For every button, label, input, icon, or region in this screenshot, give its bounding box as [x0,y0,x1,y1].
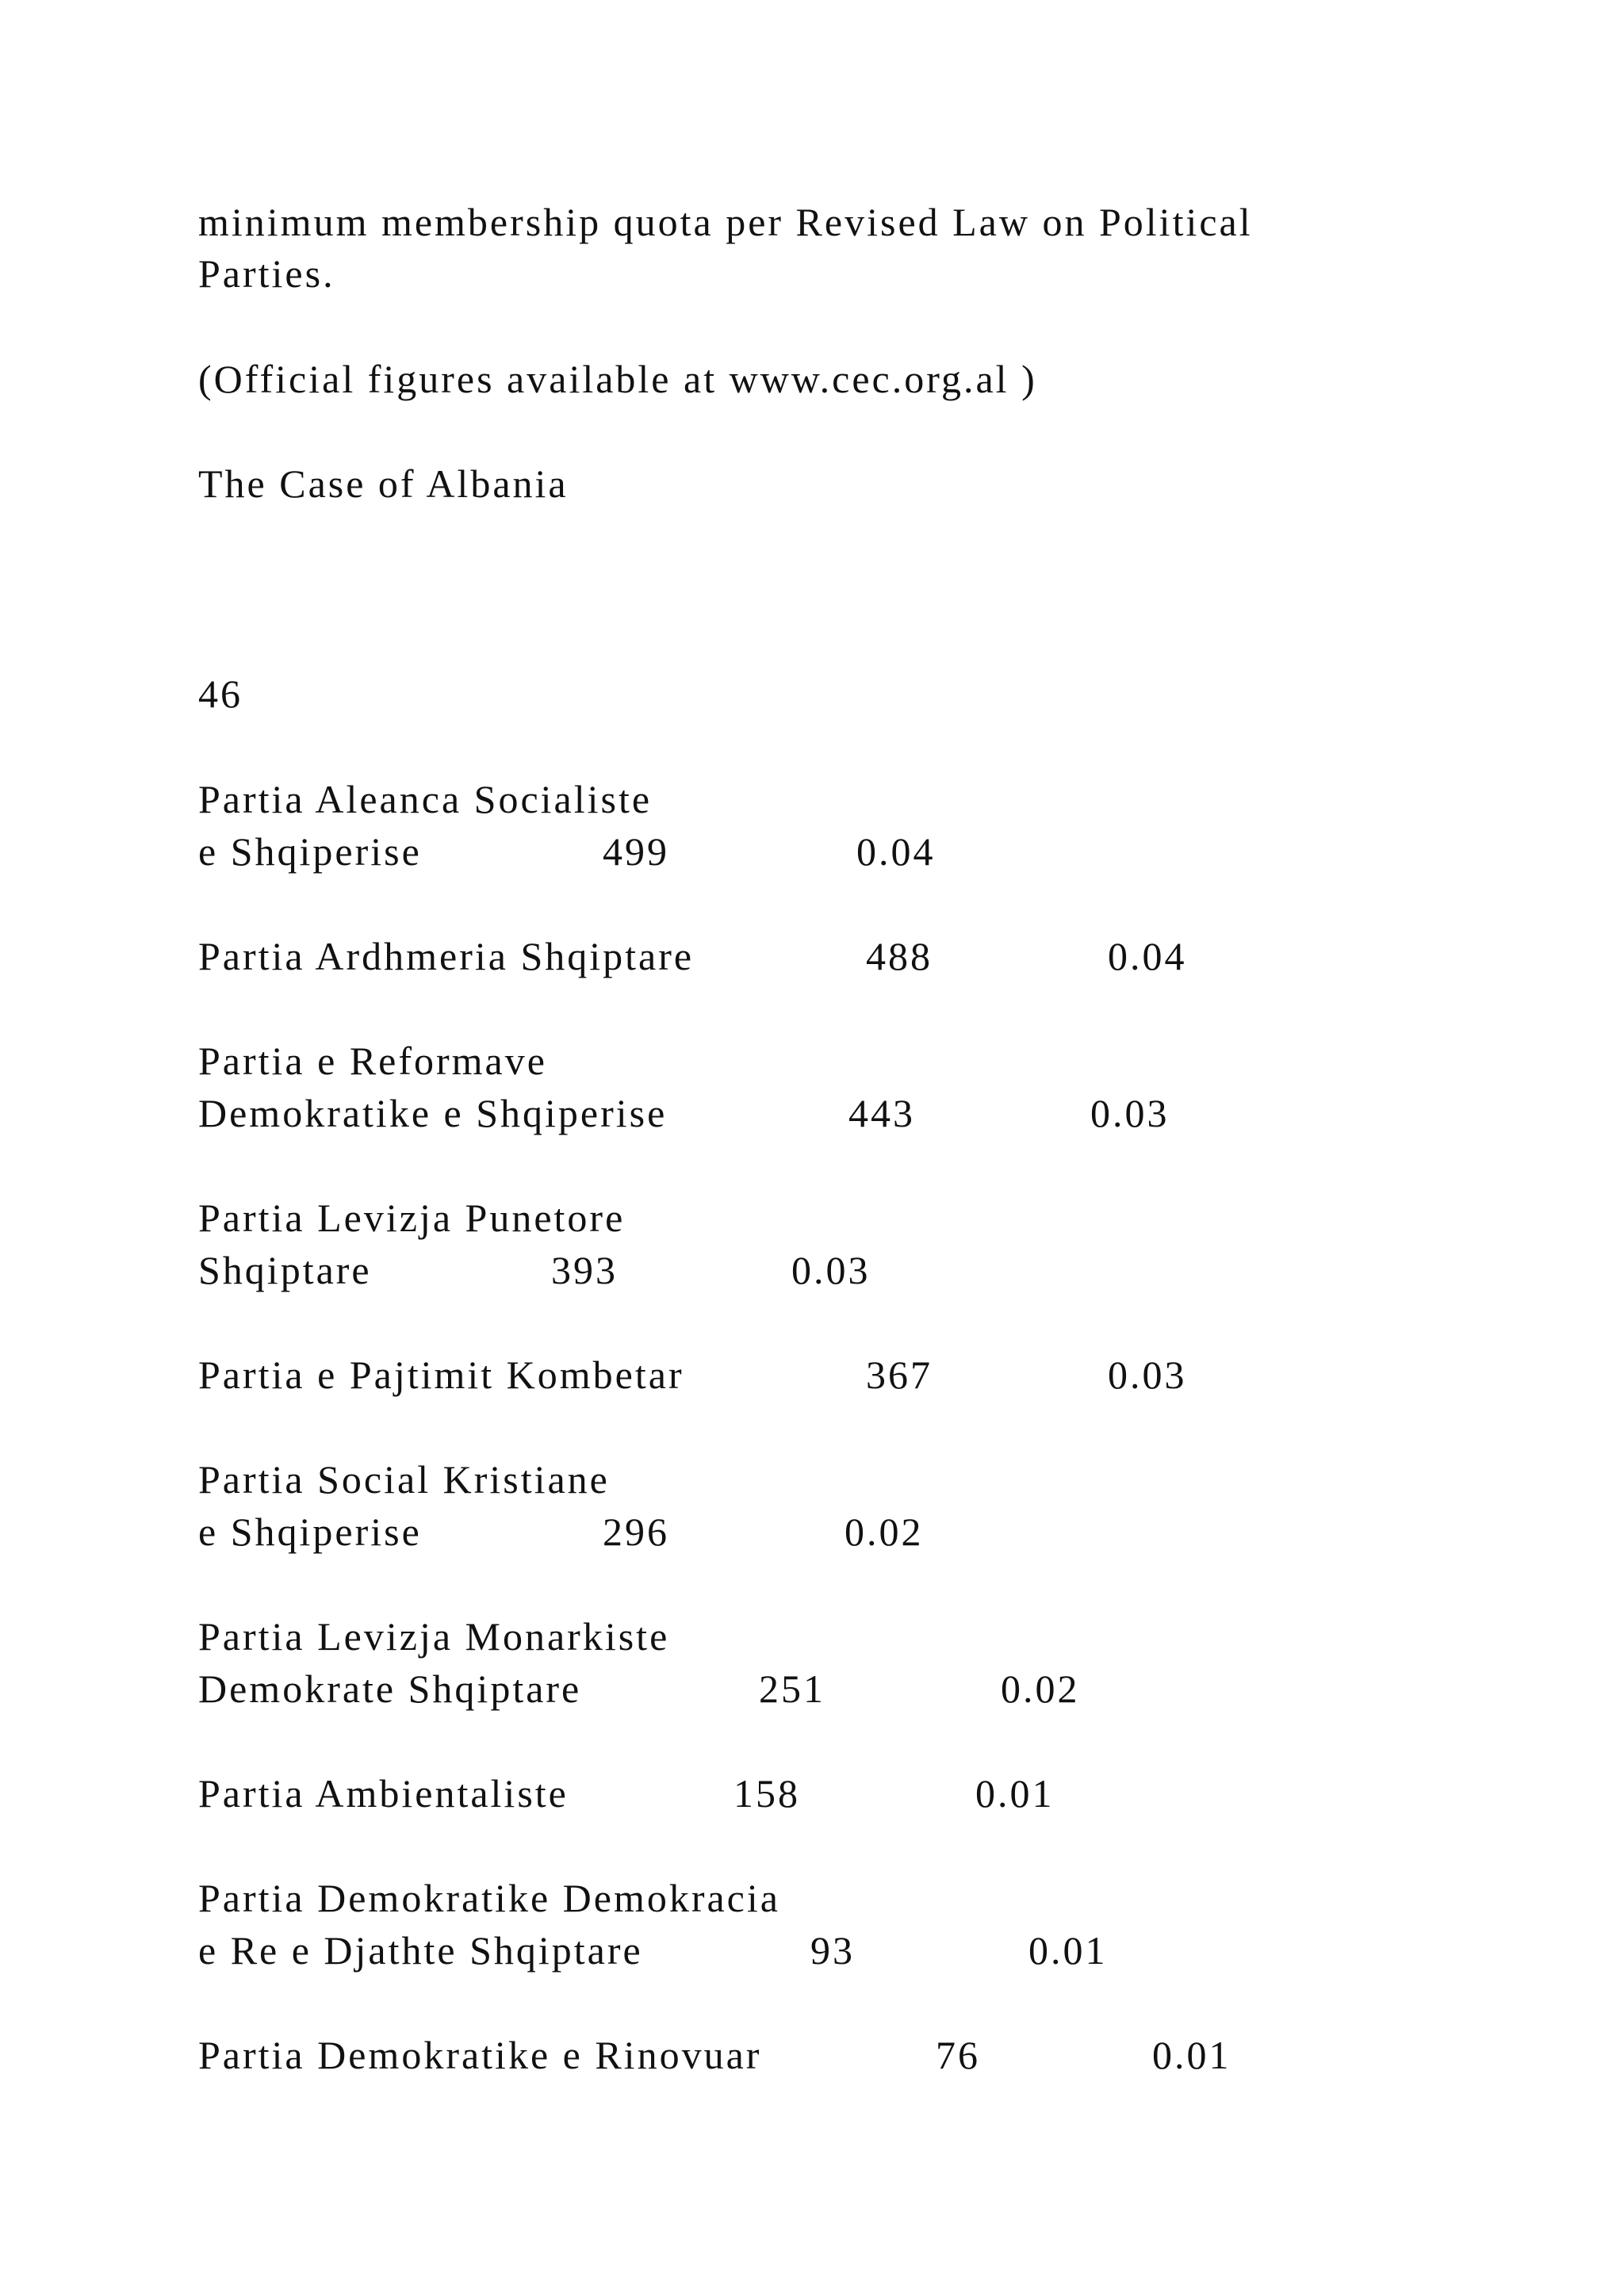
intro-text-line-1: minimum membership quota per Revised Law on Political [198,200,1253,244]
party-percent: 0.03 [791,1248,871,1292]
party-name-line-2: e Shqiperise [198,1510,422,1554]
party-members: 296 [603,1510,669,1554]
party-name-line-2: Demokratike e Shqiperise [198,1091,668,1135]
party-percent: 0.02 [845,1510,924,1554]
party-members: 499 [603,829,669,874]
party-name-line-1: Partia Demokratike e Rinovuar [198,2033,762,2077]
party-members: 158 [733,1771,800,1816]
party-percent: 0.01 [1152,2033,1231,2077]
party-name-line-1: Partia Ambientaliste [198,1771,569,1816]
party-name-line-2: Demokrate Shqiptare [198,1667,582,1711]
party-members: 251 [759,1667,825,1711]
party-percent: 0.04 [1108,934,1187,978]
section-heading: The Case of Albania [198,461,569,506]
party-members: 393 [551,1248,618,1292]
party-percent: 0.01 [1028,1928,1108,1973]
intro-text-line-2: Parties. [198,251,335,296]
party-name-line-1: Partia e Pajtimit Kombetar [198,1353,684,1397]
party-name-line-1: Partia Social Kristiane [198,1457,610,1502]
party-name-line-1: Partia Ardhmeria Shqiptare [198,934,695,978]
party-name-line-1: Partia e Reformave [198,1039,547,1083]
party-members: 443 [848,1091,915,1135]
page-number: 46 [198,672,243,716]
party-name-line-2: e Re e Djathte Shqiptare [198,1928,643,1973]
party-members: 488 [866,934,933,978]
party-name-line-1: Partia Levizja Punetore [198,1196,626,1240]
party-percent: 0.03 [1108,1353,1187,1397]
party-percent: 0.01 [975,1771,1055,1816]
party-members: 93 [810,1928,855,1973]
party-percent: 0.04 [856,829,936,874]
party-members: 367 [866,1353,933,1397]
party-name-line-2: e Shqiperise [198,829,422,874]
party-name-line-1: Partia Levizja Monarkiste [198,1614,670,1659]
party-name-line-1: Partia Demokratike Demokracia [198,1876,780,1920]
party-percent: 0.02 [1001,1667,1080,1711]
party-name-line-1: Partia Aleanca Socialiste [198,777,653,821]
party-members: 76 [936,2033,980,2077]
source-note: (Official figures available at www.cec.org.al ) [198,357,1037,401]
party-percent: 0.03 [1090,1091,1170,1135]
party-name-line-2: Shqiptare [198,1248,372,1292]
